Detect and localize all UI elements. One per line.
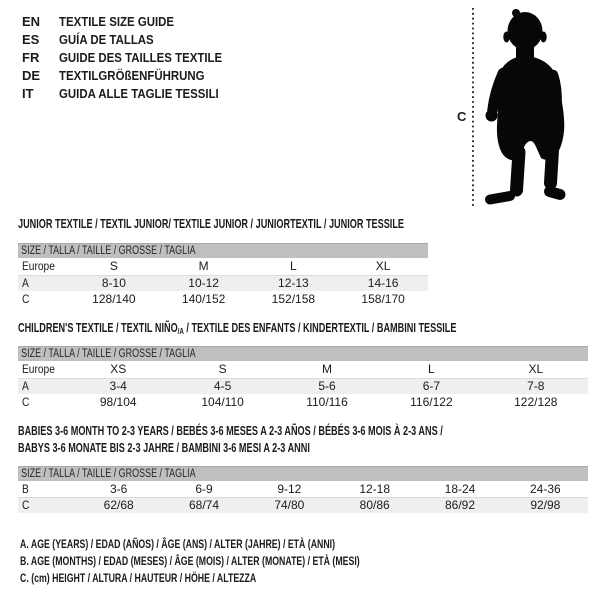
size-cell: 110/116 bbox=[306, 395, 348, 409]
size-cell: L bbox=[290, 259, 297, 273]
size-cell: 104/110 bbox=[201, 395, 244, 409]
row-label: B bbox=[22, 482, 29, 496]
note-height: C. (cm) HEIGHT / ALTURA / HAUTEUR / HÖHE / ALTEZZA bbox=[20, 571, 257, 585]
baby-body bbox=[486, 9, 565, 200]
language-title: GUÍA DE TALLAS bbox=[59, 32, 154, 47]
row-label: Europe bbox=[22, 259, 55, 273]
size-cell: 128/140 bbox=[92, 292, 136, 306]
table-row-europe bbox=[18, 258, 428, 275]
size-cell: 80/86 bbox=[359, 498, 390, 512]
language-list bbox=[22, 13, 244, 103]
size-cell: 62/68 bbox=[103, 498, 134, 512]
size-cell: 14-16 bbox=[367, 276, 399, 290]
size-cell: S bbox=[109, 259, 118, 273]
junior-size-table bbox=[18, 243, 428, 307]
language-row bbox=[22, 31, 244, 49]
language-row bbox=[22, 13, 244, 31]
size-cell: 5-6 bbox=[318, 379, 336, 393]
size-cell: 86/92 bbox=[444, 498, 475, 512]
baby-silhouette-icon bbox=[450, 0, 600, 215]
language-title: GUIDE DES TAILLES TEXTILE bbox=[59, 50, 223, 65]
table-row-c bbox=[18, 291, 428, 307]
language-title: TEXTILE SIZE GUIDE bbox=[59, 14, 175, 29]
size-cell: XS bbox=[110, 362, 127, 376]
language-code: DE bbox=[22, 68, 41, 83]
row-label: C bbox=[22, 395, 30, 409]
size-cell: 6-7 bbox=[422, 379, 441, 393]
size-cell: M bbox=[198, 259, 209, 273]
table-row-c bbox=[18, 497, 588, 513]
size-cell: 74/80 bbox=[274, 498, 305, 512]
table-row-c bbox=[18, 394, 588, 410]
size-cell: 18-24 bbox=[444, 482, 476, 496]
language-code: ES bbox=[22, 32, 40, 47]
row-label: A bbox=[22, 379, 29, 393]
size-cell: S bbox=[218, 362, 227, 376]
language-row bbox=[22, 49, 244, 67]
junior-table-title: JUNIOR TEXTILE / TEXTIL JUNIOR/ TEXTILE JUNIOR / JUNIORTEXTIL / JUNIOR TESSILE bbox=[18, 217, 405, 231]
size-cell: 98/104 bbox=[99, 395, 137, 409]
size-cell: 12-18 bbox=[359, 482, 391, 496]
language-row bbox=[22, 85, 244, 103]
size-cell: XL bbox=[528, 362, 544, 376]
language-code: EN bbox=[22, 14, 41, 29]
row-label: A bbox=[22, 276, 29, 290]
size-cell: 3-6 bbox=[109, 482, 128, 496]
size-cell: M bbox=[321, 362, 332, 376]
row-label: C bbox=[22, 292, 30, 306]
size-cell: 116/122 bbox=[410, 395, 453, 409]
size-cell: 68/74 bbox=[188, 498, 219, 512]
babies-size-table bbox=[18, 466, 588, 513]
size-header-bar: SIZE / TALLA / TAILLE / GRÖSSE / TAGLIA bbox=[18, 466, 588, 481]
babies-table-title: BABIES 3-6 MONTH TO 2-3 YEARS / BEBÉS 3-6 MESES A 2-3 AÑOS / BÉBÉS 3-6 MOIS À 2-3 ANS / BABYS 3-6 MONATE BIS 2-3 JAHRE / BAMBINI 3-6 MESI A 2-3 ANNI bbox=[18, 424, 443, 455]
note-age-months: B. AGE (MONTHS) / EDAD (MESES) / ÂGE (MOIS) / ALTER (MONATE) / ETÀ (MESI) bbox=[20, 554, 360, 568]
row-label: C bbox=[22, 498, 30, 512]
size-cell: 140/152 bbox=[181, 292, 226, 306]
baby-figure bbox=[450, 0, 600, 215]
size-cell: 12-13 bbox=[278, 276, 309, 290]
size-cell: 10-12 bbox=[188, 276, 219, 290]
size-header-bar: SIZE / TALLA / TAILLE / GRÖSSE / TAGLIA bbox=[18, 346, 588, 361]
height-label-c: C bbox=[457, 109, 467, 124]
size-cell: 122/128 bbox=[514, 395, 558, 409]
footnotes bbox=[20, 536, 485, 587]
size-cell: 8-10 bbox=[101, 276, 126, 290]
size-cell: 152/158 bbox=[271, 292, 316, 306]
size-cell: XL bbox=[375, 259, 391, 273]
table-row-europe bbox=[18, 361, 588, 378]
language-title: GUIDA ALLE TAGLIE TESSILI bbox=[59, 86, 219, 101]
size-cell: 3-4 bbox=[109, 379, 127, 393]
size-header-bar: SIZE / TALLA / TAILLE / GRÖSSE / TAGLIA bbox=[18, 243, 428, 258]
size-cell: 9-12 bbox=[277, 482, 302, 496]
size-cell: 6-9 bbox=[195, 482, 213, 496]
size-cell: L bbox=[428, 362, 435, 376]
size-cell: 7-8 bbox=[527, 379, 545, 393]
language-code: FR bbox=[22, 50, 40, 65]
language-title: TEXTILGRÖßENFÜHRUNG bbox=[59, 68, 205, 83]
size-cell: 92/98 bbox=[530, 498, 561, 512]
size-cell: 158/170 bbox=[361, 292, 405, 306]
size-cell: 24-36 bbox=[529, 482, 561, 496]
table-row-a bbox=[18, 275, 428, 291]
note-age-years: A. AGE (YEARS) / EDAD (AÑOS) / ÂGE (ANS) / ALTER (JAHRE) / ETÀ (ANNI) bbox=[20, 537, 336, 551]
children-table-title: CHILDREN'S TEXTILE / TEXTIL NIÑO/A / TEXTILE DES ENFANTS / KINDERTEXTIL / BAMBINI TESSILE bbox=[18, 321, 457, 336]
language-code: IT bbox=[22, 86, 34, 101]
children-size-table bbox=[18, 346, 588, 410]
size-cell: 4-5 bbox=[213, 379, 232, 393]
table-row-a bbox=[18, 378, 588, 394]
row-label: Europe bbox=[22, 362, 55, 376]
title-subscript: /A bbox=[177, 326, 184, 336]
language-row bbox=[22, 67, 244, 85]
table-row-b bbox=[18, 481, 588, 497]
